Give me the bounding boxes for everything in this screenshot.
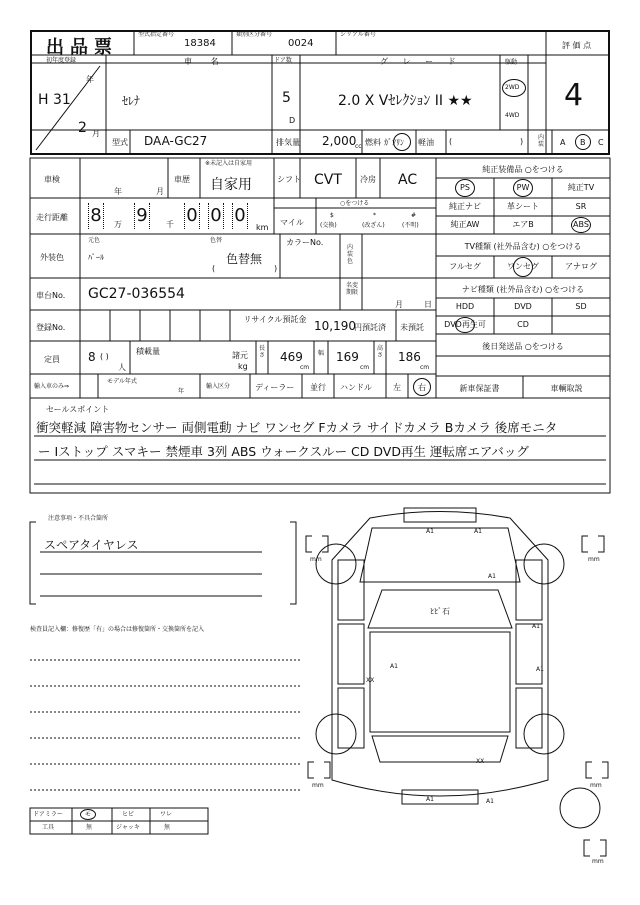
sales-label: セールスポイント	[46, 405, 110, 414]
paren-close: )	[520, 137, 524, 146]
inspector-label: 検査員記入欄：修復歴「有」の場合は修復箇所・交換箇所を記入	[30, 626, 205, 633]
name-change-label: 名変期限	[346, 282, 359, 296]
displacement-label: 排気量	[276, 138, 300, 147]
unregistered-note: ※未記入は自家用	[205, 160, 253, 167]
score-label: 評 価 点	[562, 41, 592, 50]
car-name-value: ｾﾚﾅ	[122, 94, 141, 108]
right-front-fender	[516, 560, 542, 620]
right-front-door	[516, 624, 542, 684]
equipment-option: CD	[517, 320, 529, 329]
equipment-option: エアB	[512, 220, 534, 229]
drive-2wd: 2WD	[505, 84, 520, 91]
damage-mark: A1	[486, 798, 494, 805]
damage-mark: A1	[488, 573, 496, 580]
damage-mark: A1	[426, 528, 434, 535]
mileage-digit: 0	[208, 203, 224, 229]
mileage-digit: 9	[134, 203, 150, 229]
spare-wheel	[560, 788, 600, 828]
drive-4wd: 4WD	[505, 112, 520, 119]
damage-mark: A1	[426, 796, 434, 803]
equipment-option: SD	[575, 302, 587, 311]
equipment-option: ABS	[573, 220, 589, 229]
capacity-label: 定員	[44, 355, 60, 364]
equipment-option: DVD再生可	[444, 320, 486, 329]
car-name-label: 車 名	[184, 57, 227, 66]
equipment-option: PS	[460, 183, 470, 192]
serial-label: シリアル番号	[340, 31, 376, 38]
manual-item: 車輌取説	[550, 384, 583, 393]
parallel-label: 並行	[310, 383, 326, 392]
doors-sub: D	[289, 116, 296, 125]
front-right-wheel	[524, 544, 564, 584]
circle-note: ○をつける	[340, 200, 370, 207]
mileage-digit: 0	[232, 203, 248, 229]
dims-label: 諸元	[232, 351, 248, 360]
equipment-option: DVD	[514, 302, 532, 311]
interior-b: B	[580, 138, 586, 147]
equipment-option: HDD	[455, 302, 475, 311]
damage-mark: A1	[532, 623, 540, 630]
mileage-unit: 千	[166, 220, 174, 229]
grade-label: グ レ ー ド	[380, 57, 462, 66]
mm-front-right: mm	[588, 556, 600, 563]
unknown-label: (不明)	[402, 222, 419, 229]
cc-unit: cc	[355, 143, 362, 150]
kg-unit: kg	[238, 362, 248, 371]
history-label: 車歴	[174, 175, 190, 184]
sales-line-1: 衝突軽減 障害物センサー 両側電動 ナビ ワンセグ Fカメラ サイドカメラ Bカメラ 後席モニタ	[36, 420, 558, 435]
left-label: 左	[393, 383, 401, 392]
height-label: 高さ	[377, 345, 384, 359]
displacement-value: 2,000	[322, 134, 357, 148]
history-value: 自家用	[210, 177, 252, 193]
doors-value: 5	[282, 90, 291, 106]
equipment-option: 純正ナビ	[449, 202, 481, 211]
tool-value: 無	[86, 824, 93, 831]
first-reg-month: 2	[78, 120, 87, 136]
exchange-label: (交換)	[320, 222, 337, 229]
name-change-month: 月	[395, 300, 403, 309]
width-label: 幅	[318, 350, 325, 357]
interior-c: C	[598, 138, 604, 147]
damage-mark: XX	[476, 758, 485, 765]
hibi-label: ヒビ	[122, 811, 135, 818]
width-value: 169	[336, 350, 359, 364]
later-header: 後日発送品 ○をつける	[482, 342, 564, 351]
caution-label: 注意事項・不具合箇所	[48, 515, 109, 522]
handle-label: ハンドル	[340, 383, 372, 392]
color-no-label: カラーNo.	[286, 238, 324, 247]
recycle-unit: 円預託済	[354, 323, 386, 332]
equipment-option: 純正AW	[450, 220, 480, 229]
equipment-option: SR	[575, 202, 587, 211]
score-value: 4	[564, 78, 584, 113]
orig-color-value: ﾊﾟｰﾙ	[88, 253, 104, 262]
interior-label: 内装	[538, 134, 545, 148]
damage-mark: A1	[536, 666, 544, 673]
type-label: 型式	[112, 138, 128, 147]
caution-value: スペアタイヤレス	[44, 538, 139, 552]
recolor-value: 色替無	[226, 252, 263, 266]
load-label: 積載量	[136, 347, 160, 356]
sales-line-2: ー Iストップ スマキー 禁煙車 3列 ABS ウォークスルー CD DVD再生 運転席エアバッグ	[38, 444, 529, 459]
class-no-value: 0024	[288, 38, 314, 49]
capacity-value: 8	[88, 350, 96, 364]
shift-label: シフト	[277, 175, 301, 184]
equipment-option: 革シート	[507, 202, 539, 211]
rear-right-wheel	[524, 714, 564, 754]
dollar-label: $	[330, 212, 334, 219]
ware-label: ワレ	[160, 811, 173, 818]
orig-color-label: 元色	[88, 237, 101, 244]
cooling-label: 冷房	[360, 175, 376, 184]
first-reg-year: H 31	[38, 92, 71, 108]
width-unit: cm	[360, 364, 370, 371]
recolor-label: 色替	[210, 237, 223, 244]
mileage-digit: 8	[88, 203, 104, 229]
star-label: *	[373, 212, 376, 219]
equipment-option: アナログ	[565, 262, 597, 271]
shift-value: CVT	[314, 172, 342, 188]
form-title: 出品票	[46, 37, 118, 58]
left-front-door	[338, 624, 364, 684]
drive-label: 駆動	[505, 59, 518, 66]
inspection-month-unit: 月	[156, 187, 164, 196]
type-value: DAA-GC27	[144, 134, 208, 148]
recycle-label: リサイクル預託金	[243, 315, 307, 324]
year-unit: 年	[86, 75, 94, 84]
month-unit: 月	[92, 129, 100, 138]
mileage-label: 走行距離	[36, 213, 68, 222]
mileage-digit: 0	[184, 203, 200, 229]
jack-value: 無	[164, 824, 171, 831]
first-reg-label: 初年度登録	[46, 57, 77, 64]
height-value: 186	[398, 350, 421, 364]
jack-label: ジャッキ	[116, 824, 140, 831]
inspection-year-unit: 年	[114, 187, 122, 196]
warranty-item: 新車保証書	[459, 384, 500, 393]
doors-label: ドア数	[274, 57, 292, 64]
paren-open: (	[449, 137, 453, 146]
equipment-option: 純正TV	[567, 183, 595, 192]
equipment-option: ワンセグ	[507, 262, 539, 271]
hash-label: #	[411, 212, 417, 219]
chassis-label: 車台No.	[36, 291, 66, 300]
rear-left-wheel	[316, 714, 356, 754]
reg-no-label: 登録No.	[36, 323, 66, 332]
length-label: 長さ	[259, 345, 266, 359]
model-no-value: 18384	[184, 38, 216, 49]
rear-glass	[372, 736, 508, 762]
color-label: 外装色	[40, 253, 64, 262]
mirror-value: モ	[85, 811, 92, 818]
altered-label: (改ざん)	[362, 222, 385, 229]
cooling-value: AC	[398, 172, 418, 188]
left-front-fender	[338, 560, 364, 620]
mm-rear-right: mm	[590, 782, 602, 789]
name-change-day: 日	[424, 300, 432, 309]
model-year-label: モデル年式	[107, 378, 137, 385]
tool-label: 工具	[42, 824, 55, 831]
rear-bumper	[402, 790, 478, 804]
mirror-label: ドアミラー	[33, 811, 63, 818]
hood-panel	[360, 528, 520, 582]
height-unit: cm	[420, 364, 430, 371]
fuel-label: 燃料	[365, 138, 381, 147]
equipment-option: フルセグ	[449, 262, 481, 271]
grade-value: 2.0 X Vｾﾚｸｼｮﾝ II ★★	[338, 93, 473, 109]
left-rear-door	[338, 688, 364, 748]
damage-mark: A1	[390, 663, 398, 670]
mm-rear-left: mm	[312, 782, 324, 789]
import-type-label: 輸入区分	[206, 383, 231, 390]
person-unit: 人	[118, 363, 126, 372]
damage-mark: A1	[474, 528, 482, 535]
recolor-paren-close: )	[274, 264, 278, 273]
dealer-label: ディーラー	[255, 383, 295, 392]
interior-color-label: 内装色	[347, 244, 354, 265]
mm-spare: mm	[592, 858, 604, 865]
equipment-header: 純正装備品 ○をつける	[482, 165, 564, 174]
fuel-diesel: 軽油	[418, 138, 434, 147]
model-no-label: 型式指定番号	[138, 31, 175, 38]
inspection-label: 車検	[44, 175, 60, 184]
length-unit: cm	[300, 364, 310, 371]
front-bumper	[404, 508, 476, 522]
recolor-paren-open: (	[212, 264, 216, 273]
roof-panel	[370, 632, 510, 732]
tv-header: TV種類 (社外品含む) ○をつける	[464, 242, 582, 251]
model-year-unit: 年	[178, 388, 185, 395]
right-rear-door	[516, 688, 542, 748]
recycle-unpaid: 未預託	[400, 323, 424, 332]
front-left-wheel	[316, 544, 356, 584]
damage-mark: ﾋﾋﾞ石	[430, 607, 450, 616]
interior-a: A	[560, 138, 566, 147]
mileage-unit: 万	[114, 220, 122, 229]
import-label: 輸入車のみ⇒	[34, 383, 70, 390]
chassis-value: GC27-036554	[88, 286, 185, 302]
navi-header: ナビ種類 (社外品含む) ○をつける	[461, 285, 585, 294]
fuel-gasoline: ｶﾞｿﾘﾝ	[384, 138, 404, 147]
mm-front-left: mm	[310, 556, 322, 563]
length-value: 469	[280, 350, 303, 364]
mile-label: マイル	[280, 218, 304, 227]
right-label: 右	[418, 383, 426, 392]
recycle-value: 10,190	[314, 319, 356, 333]
equipment-option: PW	[516, 183, 530, 192]
damage-mark: XX	[366, 677, 375, 684]
km-unit: km	[256, 223, 269, 232]
class-no-label: 類別区分番号	[236, 31, 273, 38]
